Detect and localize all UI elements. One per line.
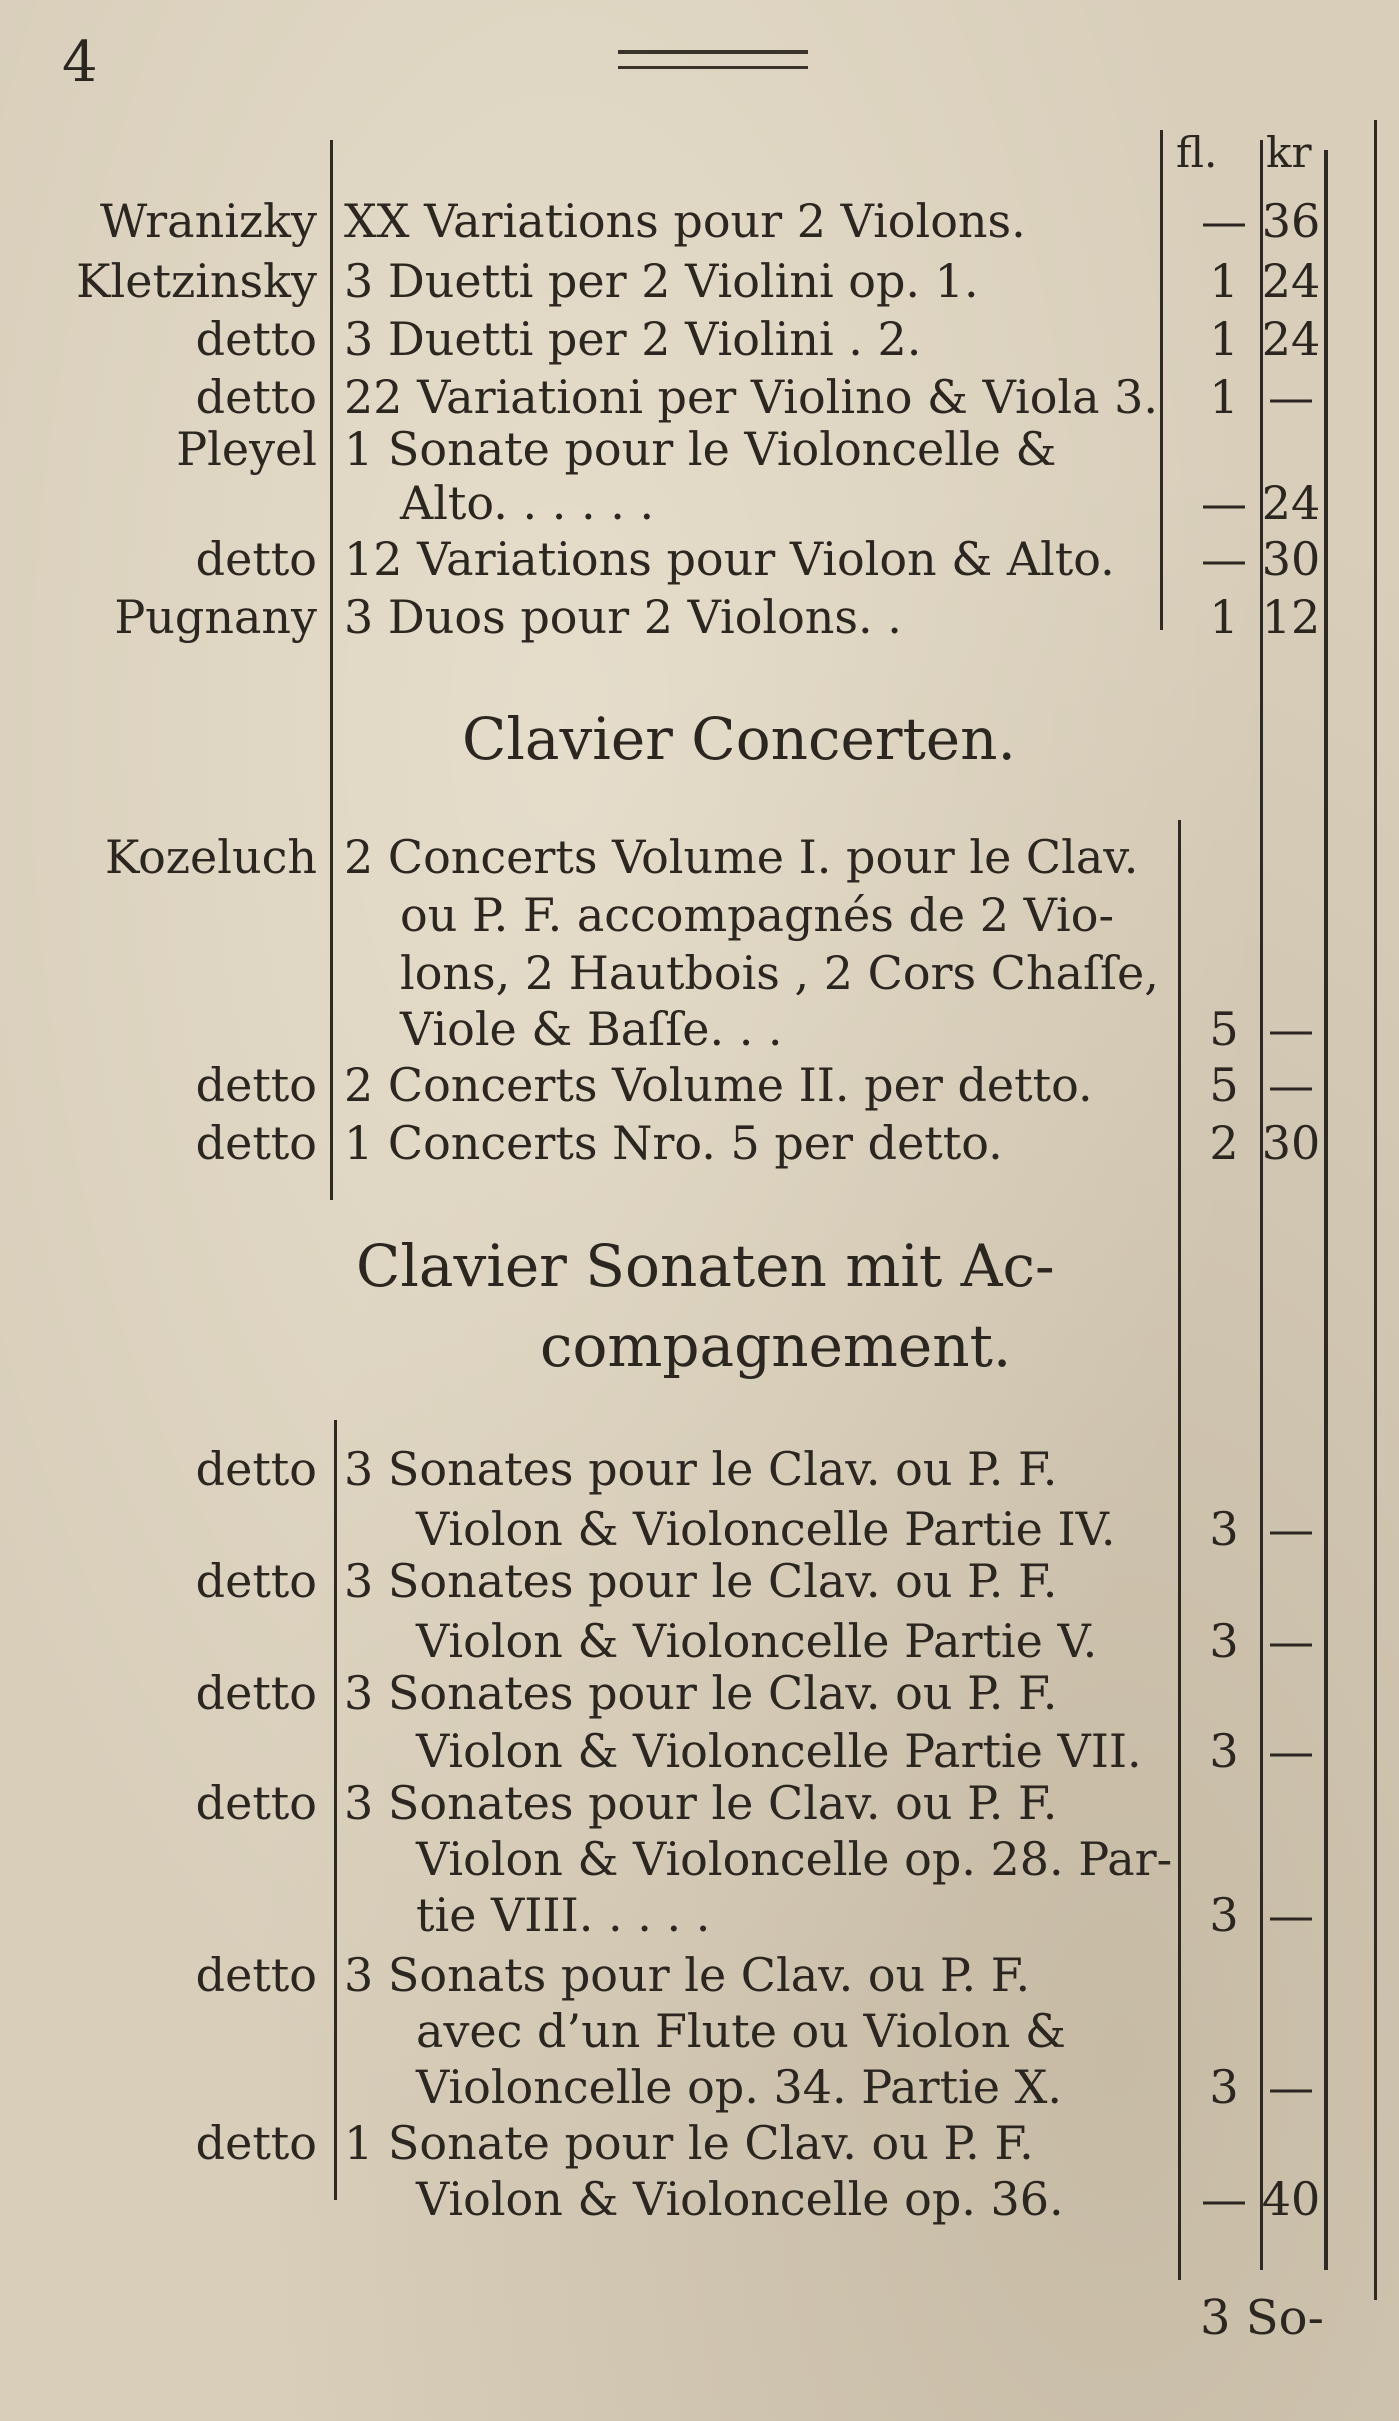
list-item: tie VIII. . . . . 3 —: [416, 1888, 1314, 1942]
list-item: detto 3 Duetti per 2 Violini . 2. 1 24: [195, 312, 1321, 366]
list-item: Viole & Baſſe. . . 5 —: [400, 1002, 1314, 1056]
list-item: Violon & Violoncelle op. 28. Par-: [416, 1832, 1173, 1886]
list-item: Violon & Violoncelle Partie V. 3 —: [416, 1614, 1314, 1668]
list-item: detto 3 Sonates pour le Clav. ou P. F.: [195, 1666, 1058, 1720]
page-number: 4: [62, 30, 98, 95]
list-item: detto 1 Sonate pour le Clav. ou P. F.: [195, 2116, 1034, 2170]
list-item: detto 2 Concerts Volume II. per detto. 5 —: [195, 1058, 1314, 1112]
fl-header: fl.: [1176, 128, 1218, 177]
section-heading: Clavier Concerten.: [462, 705, 1016, 773]
list-item: Kozeluch 2 Concerts Volume I. pour le Clav.: [104, 830, 1139, 884]
list-item: Pugnany 3 Duos pour 2 Violons. . 1 12: [114, 590, 1321, 644]
list-item: Violoncelle op. 34. Partie X. 3 —: [416, 2060, 1314, 2114]
list-item: Violon & Violoncelle op. 36. — 40: [416, 2172, 1321, 2226]
list-item: detto 3 Sonates pour le Clav. ou P. F.: [195, 1776, 1058, 1830]
header-ornament: [618, 50, 808, 69]
list-item: ou P. F. accompagnés de 2 Vio-: [400, 888, 1115, 942]
list-item: detto 12 Variations pour Violon & Alto. — 30: [195, 532, 1321, 586]
list-item: avec d’un Flute ou Violon &: [416, 2004, 1066, 2058]
list-item: Pleyel 1 Sonate pour le Violoncelle &: [176, 422, 1057, 476]
list-item: Violon & Violoncelle Partie VII. 3 —: [416, 1724, 1314, 1778]
list-item: Kletzinsky 3 Duetti per 2 Violini op. 1. 1 24: [76, 254, 1321, 308]
catchword: 3 So-: [1200, 2290, 1324, 2346]
list-item: detto 22 Variationi per Violino & Viola 3. 1 —: [195, 370, 1314, 424]
list-item: Wranizky XX Variations pour 2 Violons. — 36: [99, 194, 1321, 248]
kr-header: kr: [1266, 128, 1312, 177]
section-heading-continued: compagnement.: [540, 1312, 1012, 1380]
list-item: detto 3 Sonates pour le Clav. ou P. F.: [195, 1442, 1058, 1496]
section-heading: Clavier Sonaten mit Ac-: [356, 1232, 1055, 1300]
list-item: Alto. . . . . . — 24: [400, 476, 1321, 530]
list-item: detto 3 Sonates pour le Clav. ou P. F.: [195, 1554, 1058, 1608]
list-item: detto 1 Concerts Nro. 5 per detto. 2 30: [195, 1116, 1321, 1170]
list-item: lons, 2 Hautbois , 2 Cors Chaſſe,: [400, 946, 1159, 1000]
list-item: detto 3 Sonats pour le Clav. ou P. F.: [195, 1948, 1031, 2002]
list-item: Violon & Violoncelle Partie IV. 3 —: [416, 1502, 1314, 1556]
